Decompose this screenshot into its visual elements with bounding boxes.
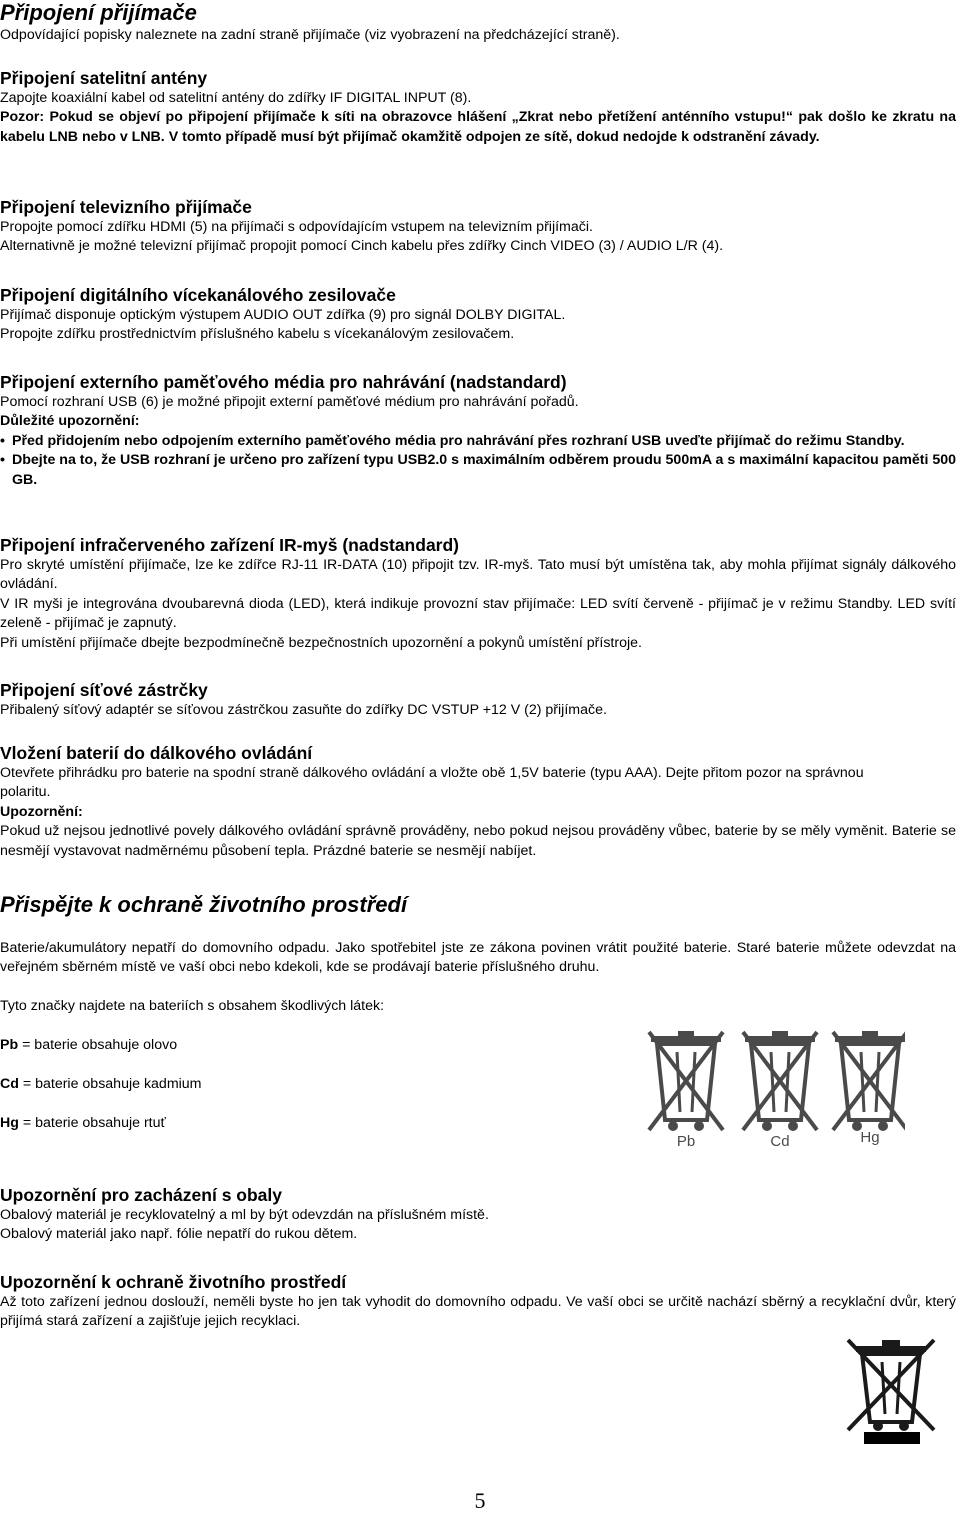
- section-title: Připojení televizního přijímače: [0, 197, 252, 217]
- notice-label: Důležité upozornění:: [0, 413, 140, 430]
- symbol-text: = baterie obsahuje kadmium: [18, 1076, 202, 1092]
- paragraph: Propojte pomocí zdířku HDMI (5) na přijímači s odpovídajícím vstupem na televizním přijímači.: [0, 219, 593, 235]
- section-receiver-connection: [0, 0, 956, 45]
- section-packaging: [0, 1184, 956, 1245]
- section-title: Vložení baterií do dálkového ovládání: [0, 743, 313, 763]
- crossed-bin-icon: [833, 1031, 905, 1146]
- symbols-intro: [0, 997, 956, 1016]
- page-number: 5: [474, 1488, 486, 1513]
- bin-label: Hg: [860, 1129, 880, 1146]
- crossed-bin-icon: [649, 1031, 723, 1150]
- section-title: Upozornění pro zacházení s obaly: [0, 1185, 282, 1205]
- paragraph: Baterie/akumulátory nepatří do domovního odpadu. Jako spotřebitel jste ze zákona povinen vrátit použité baterie. Staré baterie můžete odevzdat na veřejném sběrném místě ve vaší obci nebo kdekoli, kde se prodávají baterie příslušného druhu.: [0, 940, 956, 976]
- paragraph: Obalový materiál je recyklovatelný a ml by být odevzdán na příslušném místě.: [0, 1207, 489, 1223]
- section-batteries: [0, 742, 956, 861]
- crossed-bin-icon: [743, 1031, 817, 1150]
- paragraph: Obalový materiál jako např. fólie nepatří do rukou dětem.: [0, 1226, 358, 1243]
- weee-bin-icon: [842, 1336, 942, 1448]
- environment-text: [0, 939, 956, 978]
- symbol-code: Hg: [0, 1115, 19, 1131]
- paragraph: Pokud už nejsou jednotlivé povely dálkového ovládání správně prováděny, nebo pokud nejsou prováděny vůbec, baterie by se měly vyměnit. Baterie se nesmějí vystavovat nadměrnému působení tepla. Prázdné baterie se nesmějí nabíjet.: [0, 823, 956, 859]
- section-weee: [0, 1271, 956, 1332]
- page-title: Připojení přijímače: [0, 0, 197, 25]
- symbol-code: Pb: [0, 1037, 19, 1053]
- paragraph: Alternativně je možné televizní přijímač propojit pomocí Cinch kabelu přes zdířky Cinch VIDEO (3) / AUDIO L/R (4).: [0, 238, 724, 255]
- section-usb: [0, 371, 956, 490]
- section-title: Připojení síťové zástrčky: [0, 680, 208, 700]
- section-environment: [0, 892, 956, 918]
- section-ir: [0, 534, 956, 653]
- section-title: Připojení externího paměťového média pro nahrávání (nadstandard): [0, 372, 567, 392]
- paragraph: Zapojte koaxiální kabel od satelitní antény do zdířky IF DIGITAL INPUT (8).: [0, 90, 472, 106]
- paragraph: Propojte zdířku prostřednictvím příslušného kabelu s vícekanálovým zesilovačem.: [0, 326, 515, 343]
- paragraph: Přibalený síťový adaptér se síťovou zástrčkou zasuňte do zdířky DC VSTUP +12 V (2) přijímače.: [0, 702, 607, 718]
- section-title: Přispějte k ochraně životního prostředí: [0, 892, 408, 917]
- paragraph: Tyto značky najdete na bateriích s obsahem škodlivých látek:: [0, 998, 385, 1014]
- section-title: Připojení infračerveného zařízení IR-myš (nadstandard): [0, 535, 459, 555]
- warning-paragraph: Pozor: Pokud se objeví po připojení přijímače k síti na obrazovce hlášení „Zkrat nebo přetížení anténního vstupu!“ pak došlo ke zkratu na kabelu LNB nebo v LNB. V tomto případě musí být přijímač okamžitě odpojen ze sítě, dokud nedojde k odstranění závady.: [0, 109, 956, 145]
- paragraph: Až toto zařízení jednou doslouží, neměli byste ho jen tak vyhodit do domovního odpadu. Ve vaší obci se určitě nachází sběrný a recyklační dvůr, který přijímá stará zařízení a zajišťuje jejich recyklaci.: [0, 1294, 956, 1330]
- paragraph: Přijímač disponuje optickým výstupem AUDIO OUT zdířka (9) pro signál DOLBY DIGITAL.: [0, 307, 566, 323]
- section-tv: [0, 196, 956, 257]
- symbol-text: = baterie obsahuje olovo: [18, 1037, 178, 1053]
- notice-label: Upozornění:: [0, 803, 83, 820]
- section-amplifier: [0, 284, 956, 345]
- intro-text: Odpovídající popisky naleznete na zadní straně přijímače (viz vyobrazení na předcházející straně).: [0, 27, 620, 43]
- paragraph: Pomocí rozhraní USB (6) je možné připojit externí paměťové médium pro nahrávání pořadů.: [0, 394, 579, 410]
- paragraph: Při umístění přijímače dbejte bezpodmínečně bezpečnostních upozornění a pokynů umístění přístroje.: [0, 634, 642, 651]
- symbol-code: Cd: [0, 1076, 19, 1092]
- paragraph: Otevřete přihrádku pro baterie na spodní straně dálkového ovládání a vložte obě 1,5V baterie (typu AAA). Dejte přitom pozor na správnou polaritu.: [0, 765, 864, 801]
- bin-label: Cd: [770, 1133, 790, 1150]
- paragraph: V IR myši je integrována dvoubarevná dioda (LED), která indikuje provozní stav přijímače: LED svítí červeně - přijímač je v režimu Standby. LED svítí zeleně - přijímač je zapnutý.: [0, 595, 956, 632]
- battery-bin-icons: [645, 1028, 905, 1150]
- bin-label: Pb: [676, 1133, 696, 1150]
- section-satellite: [0, 67, 956, 147]
- section-title: Připojení digitálního vícekanálového zesilovače: [0, 285, 396, 305]
- section-title: Upozornění k ochraně životního prostředí: [0, 1272, 347, 1292]
- paragraph: Pro skryté umístění přijímače, lze ke zdířce RJ-11 IR-DATA (10) připojit tzv. IR-myš. Tato musí být umístěna tak, aby mohla přijímat signály dálkového ovládání.: [0, 557, 956, 593]
- symbol-text: = baterie obsahuje rtuť: [18, 1115, 166, 1131]
- section-power-plug: [0, 679, 956, 720]
- bullet-item: • Dbejte na to, že USB rozhraní je určeno pro zařízení typu USB2.0 s maximálním odběrem proudu 500mA a s maximální kapacitou paměti 500 GB.: [0, 451, 956, 490]
- section-title: Připojení satelitní antény: [0, 68, 208, 88]
- bullet-item: • Před přidojením nebo odpojením externího paměťového média pro nahrávání přes rozhraní USB uveďte přijímač do režimu Standby.: [0, 432, 956, 451]
